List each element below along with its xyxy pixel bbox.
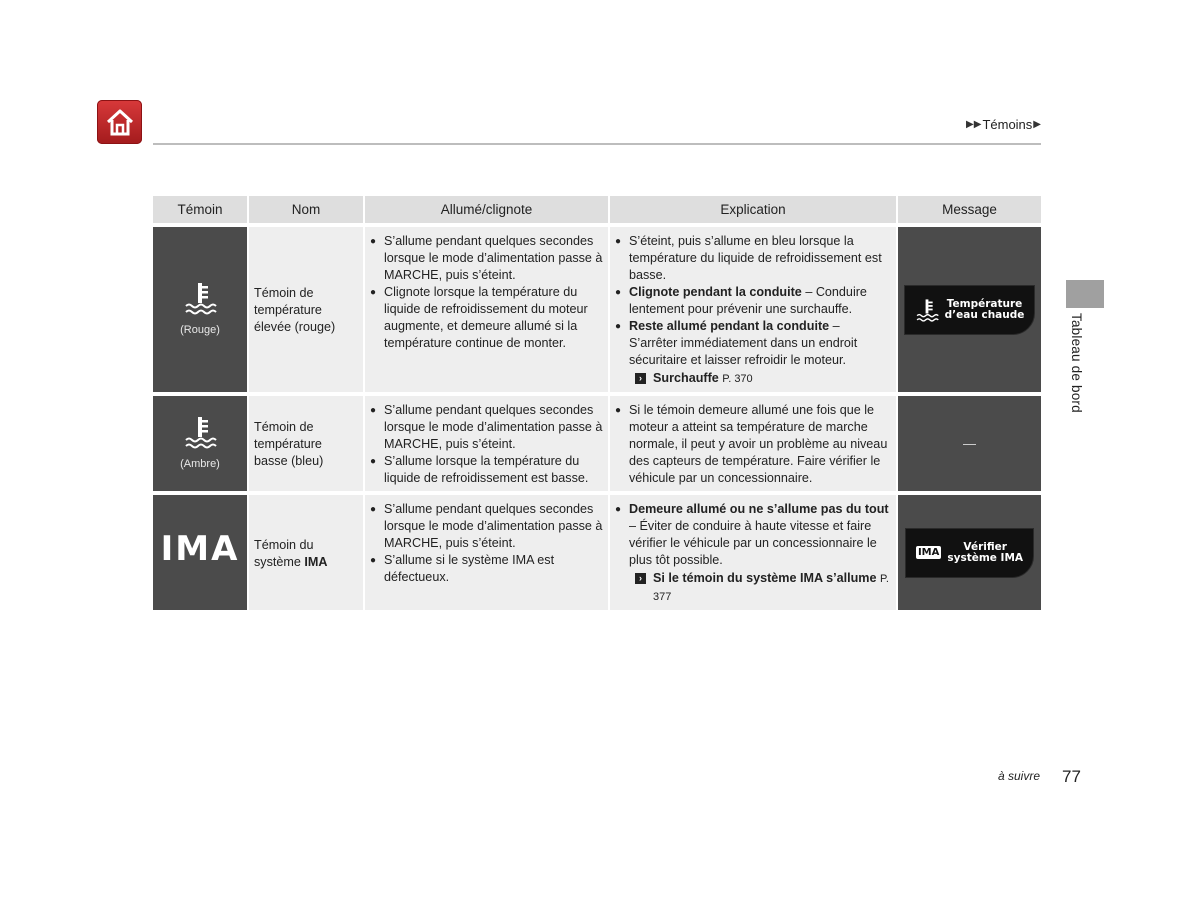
- display-message: [904, 285, 1036, 335]
- on-cell: [365, 396, 610, 491]
- list-item: ● S’allume si le système IMA est défectueux.: [370, 552, 603, 586]
- column-header: Témoin: [153, 196, 249, 223]
- reference-arrow-icon: ›: [635, 573, 646, 584]
- list-item-text: – Éviter de conduire à haute vitesse et faire vérifier le véhicule par un concessionnaire le plus tôt possible.: [629, 519, 877, 567]
- on-cell: [365, 227, 610, 392]
- message-line: Vérifier: [963, 540, 1007, 553]
- indicator-name: Témoin de température élevée (rouge): [249, 227, 365, 392]
- list-item: ● Si le témoin demeure allumé une fois que le moteur a atteint sa température de marche normale, il peut y avoir un problème au niveau des capteurs de température. Faire vérifier le véhicule par un concessionnaire.: [615, 402, 891, 487]
- list-item: ● S’allume pendant quelques secondes lorsque le mode d’alimentation passe à MARCHE, puis s’éteint.: [370, 233, 603, 284]
- message-cell: [898, 495, 1041, 610]
- message-cell: [898, 227, 1041, 392]
- indicator-cell: [153, 396, 249, 491]
- coolant-temperature-icon: [183, 281, 217, 315]
- column-header: Message: [898, 196, 1041, 223]
- indicator-name-text: Témoin du système: [254, 537, 314, 569]
- double-triangle-right-icon: ▶▶: [966, 119, 982, 130]
- table-header-row: [153, 196, 1041, 223]
- message-line: Température: [946, 297, 1023, 310]
- table-row: [153, 227, 1041, 392]
- emphasis: IMA: [304, 554, 328, 569]
- page-reference-link[interactable]: [615, 370, 891, 388]
- home-button[interactable]: [97, 100, 142, 144]
- table-row: [153, 495, 1041, 610]
- section-tab[interactable]: [1066, 280, 1104, 308]
- indicator-name: [249, 495, 365, 610]
- list-item: ● S’éteint, puis s’allume en bleu lorsque la température du liquide de refroidissement est basse.: [615, 233, 891, 284]
- explanation-cell: [610, 495, 898, 610]
- list-item: ● Clignote lorsque la température du liquide de refroidissement du moteur augmente, et demeure allumé si la température continue de monter.: [370, 284, 603, 352]
- indicator-color-label: (Rouge): [180, 323, 220, 336]
- page-reference-link[interactable]: [615, 570, 891, 606]
- reference-page: P. 370: [722, 373, 753, 385]
- coolant-temperature-icon: [183, 415, 217, 449]
- ima-badge-icon: IMA: [917, 547, 940, 558]
- page-number: 77: [1062, 767, 1081, 786]
- reference-arrow-icon: ›: [635, 373, 646, 384]
- table-row: [153, 396, 1041, 491]
- continue-label: à suivre: [998, 769, 1041, 783]
- ima-indicator-icon: IMA: [160, 528, 240, 569]
- list-item: [615, 284, 891, 318]
- message-line: d’eau chaude: [944, 308, 1025, 321]
- breadcrumb-label: Témoins: [982, 117, 1033, 132]
- indicator-color-label: (Ambre): [180, 457, 220, 470]
- indicator-cell: [153, 495, 249, 610]
- list-item: [615, 501, 891, 569]
- emphasis: Reste allumé pendant la conduite: [629, 319, 830, 333]
- reference-page: P. 377: [653, 573, 889, 603]
- home-icon: [104, 107, 136, 137]
- no-message: —: [963, 435, 976, 451]
- indicator-name: Témoin de température basse (bleu): [249, 396, 365, 491]
- indicator-cell: [153, 227, 249, 392]
- list-item: ● S’allume pendant quelques secondes lorsque le mode d’alimentation passe à MARCHE, puis s’éteint.: [370, 402, 603, 453]
- display-message: [905, 528, 1034, 578]
- column-header: Explication: [610, 196, 898, 223]
- list-item: ● S’allume lorsque la température du liquide de refroidissement est basse.: [370, 453, 603, 487]
- emphasis: Clignote pendant la conduite: [629, 285, 802, 299]
- on-cell: [365, 495, 610, 610]
- column-header: Allumé/clignote: [365, 196, 610, 223]
- message-line: système IMA: [947, 551, 1024, 564]
- header-rule: [153, 143, 1041, 145]
- indicator-table: [153, 196, 1041, 610]
- list-item: ● S’allume pendant quelques secondes lorsque le mode d’alimentation passe à MARCHE, puis s’éteint.: [370, 501, 603, 552]
- column-header: Nom: [249, 196, 365, 223]
- coolant-temperature-icon: [915, 298, 939, 322]
- reference-title: Surchauffe: [653, 371, 719, 385]
- emphasis: Demeure allumé ou ne s’allume pas du tout: [629, 502, 889, 516]
- section-tab-label: Tableau de bord: [1069, 313, 1084, 413]
- message-cell: [898, 396, 1041, 491]
- triangle-right-icon: ▶: [1033, 119, 1041, 130]
- list-item-text: – S’arrêter immédiatement dans un endroit sécuritaire et laisser refroidir le moteur.: [629, 319, 858, 367]
- explanation-cell: [610, 396, 898, 491]
- explanation-cell: [610, 227, 898, 392]
- reference-title: Si le témoin du système IMA s’allume: [653, 571, 877, 585]
- list-item-text: – Conduire lentement pour prévenir une surchauffe.: [629, 285, 867, 316]
- list-item: [615, 318, 891, 369]
- breadcrumb[interactable]: [966, 117, 1041, 132]
